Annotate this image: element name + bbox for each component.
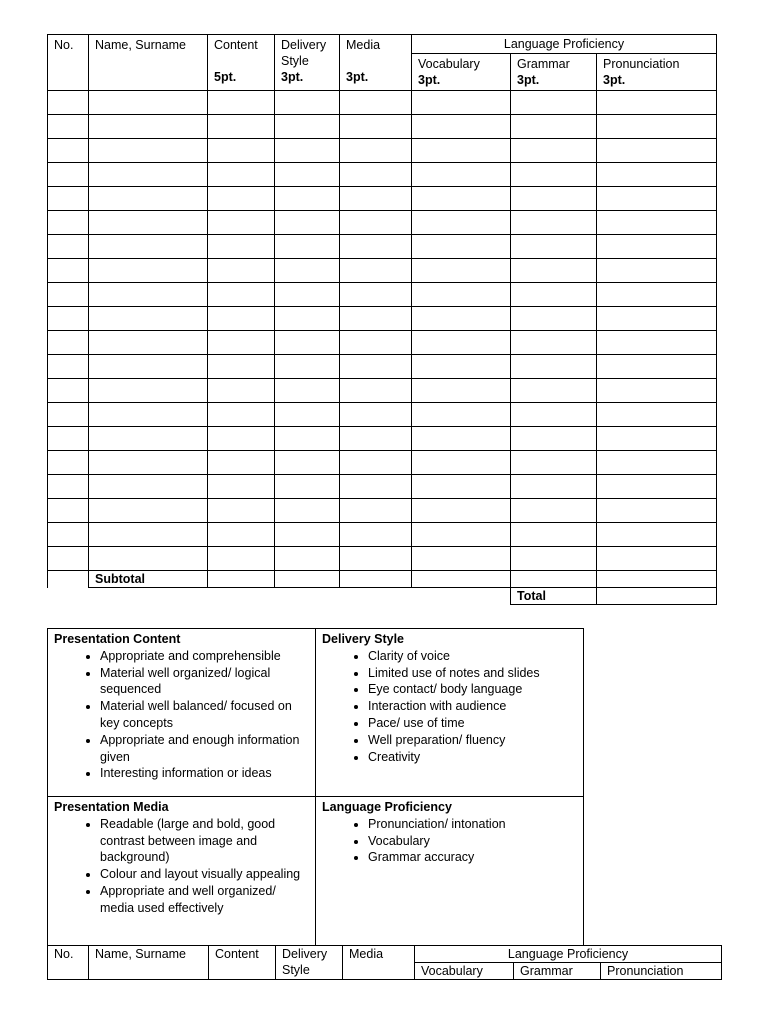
score-cell-name[interactable] xyxy=(89,235,208,259)
score-row xyxy=(48,91,717,115)
score-cell-delivery[interactable] xyxy=(275,211,340,235)
score-cell-name[interactable] xyxy=(89,283,208,307)
total-label: Total xyxy=(511,588,597,605)
bottom-header-no: No. xyxy=(48,946,89,980)
rubric-bullet-item: • Grammar accuracy xyxy=(368,849,577,866)
score-cell-pronunciation[interactable] xyxy=(597,139,717,163)
score-table xyxy=(47,34,717,605)
score-cell-grammar[interactable] xyxy=(511,115,597,139)
score-cell-delivery[interactable] xyxy=(275,499,340,523)
score-cell-pronunciation[interactable] xyxy=(597,379,717,403)
score-cell-pronunciation[interactable] xyxy=(597,307,717,331)
score-cell-no[interactable] xyxy=(48,475,89,499)
score-cell-no[interactable] xyxy=(48,379,89,403)
score-cell-grammar[interactable] xyxy=(511,211,597,235)
bottom-header-delivery-label: Delivery Style xyxy=(282,947,328,977)
score-cell-delivery[interactable] xyxy=(275,355,340,379)
score-cell-vocabulary[interactable] xyxy=(412,283,511,307)
score-cell-media[interactable] xyxy=(340,475,412,499)
header-content-label: Content xyxy=(214,38,258,52)
rubric-delivery-list xyxy=(322,648,577,766)
score-row xyxy=(48,523,717,547)
score-row xyxy=(48,331,717,355)
rubric-bullet-item: • Material well organized/ logical sequenced xyxy=(100,665,309,699)
score-row xyxy=(48,283,717,307)
score-cell-name[interactable] xyxy=(89,259,208,283)
score-cell-no[interactable] xyxy=(48,331,89,355)
score-cell-content[interactable] xyxy=(208,331,275,355)
score-cell-delivery[interactable] xyxy=(275,139,340,163)
score-row xyxy=(48,307,717,331)
score-cell-pronunciation[interactable] xyxy=(597,91,717,115)
score-row xyxy=(48,235,717,259)
rubric-media-list xyxy=(54,816,309,917)
score-cell-vocabulary[interactable] xyxy=(412,427,511,451)
score-cell-vocabulary[interactable] xyxy=(412,91,511,115)
score-cell-vocabulary[interactable] xyxy=(412,331,511,355)
score-cell-pronunciation[interactable] xyxy=(597,331,717,355)
bottom-header-grammar: Grammar xyxy=(514,963,601,980)
score-cell-content[interactable] xyxy=(208,547,275,571)
score-cell-name[interactable] xyxy=(89,331,208,355)
score-cell-media[interactable] xyxy=(340,355,412,379)
score-cell-no[interactable] xyxy=(48,307,89,331)
rubric-bullet-item: • Limited use of notes and slides xyxy=(368,665,577,682)
score-row xyxy=(48,139,717,163)
score-cell-media[interactable] xyxy=(340,259,412,283)
score-cell-content[interactable] xyxy=(208,355,275,379)
rubric-bullet-item: • Material well balanced/ focused on key concepts xyxy=(100,698,309,732)
rubric-bullet-item: • Interesting information or ideas xyxy=(100,765,309,782)
score-cell-name[interactable] xyxy=(89,211,208,235)
bottom-header-delivery xyxy=(276,946,343,980)
score-cell-grammar[interactable] xyxy=(511,283,597,307)
score-cell-no[interactable] xyxy=(48,403,89,427)
score-cell-media[interactable] xyxy=(340,427,412,451)
rubric-bullet-item: • Readable (large and bold, good contrast between image and background) xyxy=(100,816,309,866)
bottom-header-content: Content xyxy=(209,946,276,980)
score-cell-pronunciation[interactable] xyxy=(597,547,717,571)
score-cell-name[interactable] xyxy=(89,115,208,139)
score-cell-no[interactable] xyxy=(48,259,89,283)
score-cell-pronunciation[interactable] xyxy=(597,451,717,475)
score-cell-media[interactable] xyxy=(340,91,412,115)
score-cell-vocabulary[interactable] xyxy=(412,139,511,163)
score-row xyxy=(48,259,717,283)
score-cell-vocabulary[interactable] xyxy=(412,403,511,427)
score-cell-grammar[interactable] xyxy=(511,427,597,451)
score-cell-vocabulary[interactable] xyxy=(412,235,511,259)
score-row xyxy=(48,451,717,475)
score-cell-grammar[interactable] xyxy=(511,523,597,547)
rubric-language-cell xyxy=(316,797,584,946)
header-vocabulary-label: Vocabulary xyxy=(418,57,480,71)
bottom-header-name: Name, Surname xyxy=(89,946,209,980)
score-cell-content[interactable] xyxy=(208,259,275,283)
score-cell-name[interactable] xyxy=(89,523,208,547)
score-cell-media[interactable] xyxy=(340,163,412,187)
total-spacer xyxy=(48,588,511,605)
score-cell-delivery[interactable] xyxy=(275,235,340,259)
score-cell-delivery[interactable] xyxy=(275,379,340,403)
score-row xyxy=(48,187,717,211)
score-cell-grammar[interactable] xyxy=(511,475,597,499)
score-row xyxy=(48,475,717,499)
score-cell-pronunciation[interactable] xyxy=(597,259,717,283)
score-cell-content[interactable] xyxy=(208,139,275,163)
score-cell-vocabulary[interactable] xyxy=(412,307,511,331)
score-cell-pronunciation[interactable] xyxy=(597,163,717,187)
bottom-header-pronunciation: Pronunciation xyxy=(601,963,722,980)
score-cell-delivery[interactable] xyxy=(275,427,340,451)
rubric-delivery-cell xyxy=(316,629,584,797)
score-cell-grammar[interactable] xyxy=(511,547,597,571)
score-cell-content[interactable] xyxy=(208,379,275,403)
score-cell-no[interactable] xyxy=(48,499,89,523)
score-cell-content[interactable] xyxy=(208,475,275,499)
score-cell-name[interactable] xyxy=(89,475,208,499)
rubric-content-cell xyxy=(48,629,316,797)
score-cell-grammar[interactable] xyxy=(511,403,597,427)
score-cell-name[interactable] xyxy=(89,163,208,187)
score-cell-pronunciation[interactable] xyxy=(597,235,717,259)
score-cell-no[interactable] xyxy=(48,355,89,379)
score-cell-content[interactable] xyxy=(208,91,275,115)
score-cell-no[interactable] xyxy=(48,115,89,139)
score-cell-content[interactable] xyxy=(208,163,275,187)
score-cell-delivery[interactable] xyxy=(275,475,340,499)
score-row xyxy=(48,403,717,427)
rubric-bullet-item: • Clarity of voice xyxy=(368,648,577,665)
score-cell-name[interactable] xyxy=(89,499,208,523)
score-cell-name[interactable] xyxy=(89,427,208,451)
subtotal-label: Subtotal xyxy=(89,571,208,588)
score-cell-media[interactable] xyxy=(340,139,412,163)
score-row xyxy=(48,499,717,523)
score-cell-pronunciation[interactable] xyxy=(597,283,717,307)
rubric-language-list xyxy=(322,816,577,866)
rubric-table xyxy=(47,628,584,946)
rubric-bullet-item: • Pronunciation/ intonation xyxy=(368,816,577,833)
score-row xyxy=(48,163,717,187)
score-cell-delivery[interactable] xyxy=(275,115,340,139)
subtotal-media-cell[interactable] xyxy=(340,571,412,588)
score-cell-grammar[interactable] xyxy=(511,379,597,403)
header-delivery xyxy=(275,35,340,91)
score-row xyxy=(48,211,717,235)
subtotal-vocabulary-cell[interactable] xyxy=(412,571,511,588)
score-cell-name[interactable] xyxy=(89,307,208,331)
header-media xyxy=(340,35,412,91)
score-cell-no[interactable] xyxy=(48,283,89,307)
score-row xyxy=(48,547,717,571)
score-cell-name[interactable] xyxy=(89,547,208,571)
score-cell-content[interactable] xyxy=(208,403,275,427)
score-cell-pronunciation[interactable] xyxy=(597,427,717,451)
score-cell-grammar[interactable] xyxy=(511,163,597,187)
score-cell-vocabulary[interactable] xyxy=(412,211,511,235)
score-cell-grammar[interactable] xyxy=(511,451,597,475)
header-pronunciation xyxy=(597,54,717,91)
score-cell-vocabulary[interactable] xyxy=(412,187,511,211)
header-pronunciation-label: Pronunciation xyxy=(603,57,680,71)
score-cell-media[interactable] xyxy=(340,235,412,259)
score-cell-content[interactable] xyxy=(208,283,275,307)
rubric-language-title: Language Proficiency xyxy=(322,800,452,814)
rubric-bullet-item: • Interaction with audience xyxy=(368,698,577,715)
subtotal-content-cell[interactable] xyxy=(208,571,275,588)
score-cell-pronunciation[interactable] xyxy=(597,499,717,523)
score-cell-content[interactable] xyxy=(208,307,275,331)
rubric-bullet-item: • Well preparation/ fluency xyxy=(368,732,577,749)
score-cell-media[interactable] xyxy=(340,499,412,523)
score-cell-no[interactable] xyxy=(48,211,89,235)
rubric-bullet-item: • Appropriate and comprehensible xyxy=(100,648,309,665)
score-cell-no[interactable] xyxy=(48,451,89,475)
score-cell-delivery[interactable] xyxy=(275,283,340,307)
score-row xyxy=(48,427,717,451)
score-cell-pronunciation[interactable] xyxy=(597,115,717,139)
total-cell[interactable] xyxy=(597,588,717,605)
score-cell-media[interactable] xyxy=(340,307,412,331)
score-cell-content[interactable] xyxy=(208,451,275,475)
score-cell-grammar[interactable] xyxy=(511,139,597,163)
score-cell-name[interactable] xyxy=(89,451,208,475)
score-cell-no[interactable] xyxy=(48,91,89,115)
score-cell-content[interactable] xyxy=(208,211,275,235)
subtotal-spacer xyxy=(48,571,89,588)
score-cell-delivery[interactable] xyxy=(275,451,340,475)
score-cell-delivery[interactable] xyxy=(275,331,340,355)
header-media-label: Media xyxy=(346,38,381,52)
score-cell-media[interactable] xyxy=(340,547,412,571)
score-cell-name[interactable] xyxy=(89,403,208,427)
score-cell-pronunciation[interactable] xyxy=(597,355,717,379)
score-cell-no[interactable] xyxy=(48,547,89,571)
score-cell-content[interactable] xyxy=(208,187,275,211)
score-cell-content[interactable] xyxy=(208,523,275,547)
rubric-bullet-item: • Vocabulary xyxy=(368,833,577,850)
score-cell-delivery[interactable] xyxy=(275,307,340,331)
score-cell-pronunciation[interactable] xyxy=(597,475,717,499)
score-cell-vocabulary[interactable] xyxy=(412,475,511,499)
score-cell-name[interactable] xyxy=(89,139,208,163)
score-cell-media[interactable] xyxy=(340,451,412,475)
score-cell-media[interactable] xyxy=(340,403,412,427)
rubric-content-list xyxy=(54,648,309,782)
score-cell-pronunciation[interactable] xyxy=(597,403,717,427)
score-cell-grammar[interactable] xyxy=(511,187,597,211)
score-cell-no[interactable] xyxy=(48,139,89,163)
score-cell-vocabulary[interactable] xyxy=(412,523,511,547)
subtotal-pronunciation-cell[interactable] xyxy=(597,571,717,588)
score-cell-grammar[interactable] xyxy=(511,91,597,115)
rubric-bullet-item: • Colour and layout visually appealing xyxy=(100,866,309,883)
header-delivery-label: Delivery Style xyxy=(281,38,327,68)
header-media-points: 3pt. xyxy=(346,70,369,84)
header-name: Name, Surname xyxy=(89,35,208,91)
score-cell-no[interactable] xyxy=(48,235,89,259)
score-cell-grammar[interactable] xyxy=(511,235,597,259)
score-cell-media[interactable] xyxy=(340,187,412,211)
bottom-header-media: Media xyxy=(343,946,415,980)
score-cell-vocabulary[interactable] xyxy=(412,355,511,379)
score-cell-content[interactable] xyxy=(208,499,275,523)
score-cell-no[interactable] xyxy=(48,163,89,187)
rubric-media-cell xyxy=(48,797,316,946)
score-cell-vocabulary[interactable] xyxy=(412,115,511,139)
score-cell-media[interactable] xyxy=(340,115,412,139)
score-cell-media[interactable] xyxy=(340,379,412,403)
score-cell-grammar[interactable] xyxy=(511,331,597,355)
score-cell-content[interactable] xyxy=(208,235,275,259)
score-cell-content[interactable] xyxy=(208,115,275,139)
rubric-bullet-item: • Appropriate and enough information given xyxy=(100,732,309,766)
rubric-media-title: Presentation Media xyxy=(54,800,169,814)
header-language-proficiency: Language Proficiency xyxy=(412,35,717,54)
score-cell-pronunciation[interactable] xyxy=(597,211,717,235)
score-cell-name[interactable] xyxy=(89,379,208,403)
bottom-score-table xyxy=(47,945,722,980)
subtotal-delivery-cell[interactable] xyxy=(275,571,340,588)
score-cell-vocabulary[interactable] xyxy=(412,259,511,283)
score-cell-vocabulary[interactable] xyxy=(412,379,511,403)
rubric-content-title: Presentation Content xyxy=(54,632,181,646)
score-cell-name[interactable] xyxy=(89,355,208,379)
score-cell-media[interactable] xyxy=(340,283,412,307)
score-cell-grammar[interactable] xyxy=(511,307,597,331)
header-delivery-points: 3pt. xyxy=(281,70,304,84)
score-cell-delivery[interactable] xyxy=(275,403,340,427)
score-cell-no[interactable] xyxy=(48,427,89,451)
subtotal-grammar-cell[interactable] xyxy=(511,571,597,588)
score-cell-pronunciation[interactable] xyxy=(597,187,717,211)
score-cell-media[interactable] xyxy=(340,211,412,235)
score-cell-media[interactable] xyxy=(340,331,412,355)
rubric-bullet-item: • Pace/ use of time xyxy=(368,715,577,732)
rubric-delivery-title: Delivery Style xyxy=(322,632,404,646)
header-content xyxy=(208,35,275,91)
bottom-header-language: Language Proficiency xyxy=(415,946,722,963)
score-cell-media[interactable] xyxy=(340,523,412,547)
header-no: No. xyxy=(48,35,89,91)
score-cell-content[interactable] xyxy=(208,427,275,451)
score-cell-vocabulary[interactable] xyxy=(412,547,511,571)
score-cell-name[interactable] xyxy=(89,187,208,211)
score-cell-pronunciation[interactable] xyxy=(597,523,717,547)
score-cell-vocabulary[interactable] xyxy=(412,499,511,523)
score-cell-delivery[interactable] xyxy=(275,163,340,187)
score-cell-delivery[interactable] xyxy=(275,523,340,547)
score-cell-delivery[interactable] xyxy=(275,187,340,211)
header-pronunciation-points: 3pt. xyxy=(603,73,626,87)
bottom-header-vocabulary: Vocabulary xyxy=(415,963,514,980)
score-row xyxy=(48,355,717,379)
score-cell-grammar[interactable] xyxy=(511,355,597,379)
rubric-bullet-item: • Eye contact/ body language xyxy=(368,681,577,698)
score-cell-vocabulary[interactable] xyxy=(412,163,511,187)
header-vocabulary xyxy=(412,54,511,91)
score-cell-delivery[interactable] xyxy=(275,91,340,115)
rubric-bullet-item: • Appropriate and well organized/ media used effectively xyxy=(100,883,309,917)
header-grammar xyxy=(511,54,597,91)
score-cell-no[interactable] xyxy=(48,187,89,211)
score-row xyxy=(48,115,717,139)
header-vocabulary-points: 3pt. xyxy=(418,73,441,87)
score-cell-delivery[interactable] xyxy=(275,259,340,283)
score-row xyxy=(48,379,717,403)
score-cell-delivery[interactable] xyxy=(275,547,340,571)
score-cell-grammar[interactable] xyxy=(511,499,597,523)
score-cell-grammar[interactable] xyxy=(511,259,597,283)
score-cell-name[interactable] xyxy=(89,91,208,115)
header-grammar-label: Grammar xyxy=(517,57,570,71)
rubric-bullet-item: • Creativity xyxy=(368,749,577,766)
score-cell-no[interactable] xyxy=(48,523,89,547)
header-grammar-points: 3pt. xyxy=(517,73,540,87)
score-cell-vocabulary[interactable] xyxy=(412,451,511,475)
header-content-points: 5pt. xyxy=(214,70,237,84)
